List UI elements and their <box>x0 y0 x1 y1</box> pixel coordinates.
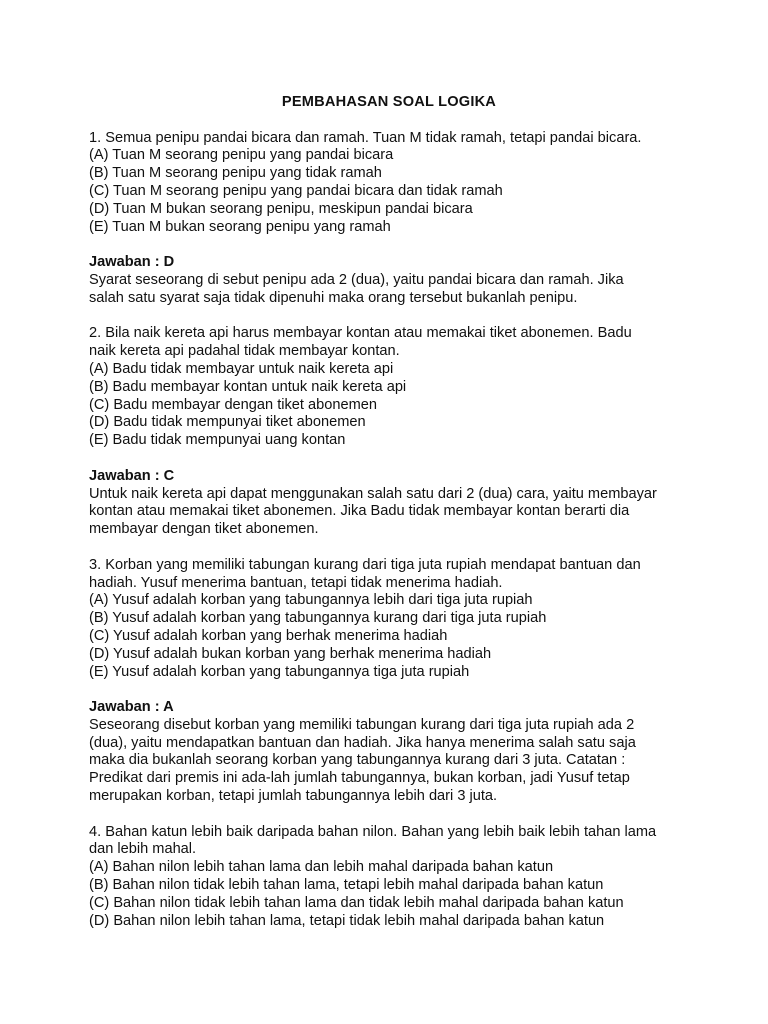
document-title: PEMBAHASAN SOAL LOGIKA <box>281 94 497 110</box>
question-2 <box>89 325 689 450</box>
spacer <box>89 681 689 699</box>
answer-3-explanation-line: Predikat dari premis ini ada-lah jumlah tabungannya, bukan korban, jadi Yusuf tetap <box>89 770 630 787</box>
answer-2-explanation-line: membayar dengan tiket abonemen. <box>89 521 319 538</box>
document-page <box>89 94 689 930</box>
spacer <box>89 450 689 468</box>
question-3-option-a: (A) Yusuf adalah korban yang tabungannya lebih dari tiga juta rupiah <box>89 592 533 609</box>
answer-1-explanation-line: Syarat seseorang di sebut penipu ada 2 (dua), yaitu pandai bicara dan ramah. Jika <box>89 271 624 288</box>
question-2-option-d: (D) Badu tidak mempunyai tiket abonemen <box>89 414 366 431</box>
question-2-text-line: naik kereta api padahal tidak membayar kontan. <box>89 343 400 360</box>
question-3 <box>89 557 689 682</box>
answer-3-explanation-line: maka dia bukanlah seorang korban yang tabungannya kurang dari 3 juta. Catatan : <box>89 752 626 769</box>
question-2-option-a: (A) Badu tidak membayar untuk naik kereta api <box>89 360 394 377</box>
answer-1-explanation-line: salah satu syarat saja tidak dipenuhi maka orang tersebut bukanlah penipu. <box>89 289 578 306</box>
question-2-option-e: (E) Badu tidak mempunyai uang kontan <box>89 432 346 449</box>
answer-3-explanation-line: (dua), yaitu mendapatkan bantuan dan hadiah. Jika hanya menerima salah satu saja <box>89 734 636 751</box>
question-2-option-c: (C) Badu membayar dengan tiket abonemen <box>89 396 377 413</box>
answer-3 <box>89 699 689 806</box>
question-2-text-line: 2. Bila naik kereta api harus membayar kontan atau memakai tiket abonemen. Badu <box>89 325 632 342</box>
question-3-text-line: 3. Korban yang memiliki tabungan kurang dari tiga juta rupiah mendapat bantuan dan <box>89 556 641 573</box>
question-4-option-a: (A) Bahan nilon lebih tahan lama dan lebih mahal daripada bahan katun <box>89 859 554 876</box>
answer-2 <box>89 468 689 539</box>
answer-2-explanation-line: Untuk naik kereta api dapat menggunakan salah satu dari 2 (dua) cara, yaitu membayar <box>89 485 657 502</box>
question-1-option-a: (A) Tuan M seorang penipu yang pandai bicara <box>89 147 394 164</box>
question-1-option-d: (D) Tuan M bukan seorang penipu, meskipun pandai bicara <box>89 200 473 217</box>
question-3-option-d: (D) Yusuf adalah bukan korban yang berhak menerima hadiah <box>89 645 492 662</box>
question-4-option-b: (B) Bahan nilon tidak lebih tahan lama, tetapi lebih mahal daripada bahan katun <box>89 877 604 894</box>
answer-2-explanation-line: kontan atau memakai tiket abonemen. Jika Badu tidak membayar kontan berarti dia <box>89 503 630 520</box>
spacer <box>89 539 689 557</box>
question-1 <box>89 130 689 237</box>
answer-3-label: Jawaban : A <box>89 699 174 716</box>
spacer <box>89 308 689 326</box>
question-3-option-b: (B) Yusuf adalah korban yang tabungannya kurang dari tiga juta rupiah <box>89 610 547 627</box>
question-4-option-c: (C) Bahan nilon tidak lebih tahan lama dan tidak lebih mahal daripada bahan katun <box>89 894 624 911</box>
answer-1 <box>89 254 689 307</box>
question-2-option-b: (B) Badu membayar kontan untuk naik kereta api <box>89 378 407 395</box>
answer-1-label: Jawaban : D <box>89 254 175 271</box>
question-4 <box>89 824 689 931</box>
question-1-option-c: (C) Tuan M seorang penipu yang pandai bicara dan tidak ramah <box>89 182 503 199</box>
question-1-option-e: (E) Tuan M bukan seorang penipu yang ramah <box>89 218 391 235</box>
question-4-text-line: 4. Bahan katun lebih baik daripada bahan nilon. Bahan yang lebih baik lebih tahan lama <box>89 823 657 840</box>
answer-3-explanation-line: merupakan korban, tetapi jumlah tabungannya lebih dari 3 juta. <box>89 788 498 805</box>
question-1-option-b: (B) Tuan M seorang penipu yang tidak ramah <box>89 165 382 182</box>
spacer <box>89 236 689 254</box>
spacer <box>89 806 689 824</box>
question-3-text-line: hadiah. Yusuf menerima bantuan, tetapi tidak menerima hadiah. <box>89 574 503 591</box>
question-4-option-d: (D) Bahan nilon lebih tahan lama, tetapi tidak lebih mahal daripada bahan katun <box>89 912 605 929</box>
answer-2-label: Jawaban : C <box>89 467 175 484</box>
question-4-text-line: dan lebih mahal. <box>89 841 197 858</box>
question-1-text: 1. Semua penipu pandai bicara dan ramah. Tuan M tidak ramah, tetapi pandai bicara. <box>89 129 642 146</box>
question-3-option-c: (C) Yusuf adalah korban yang berhak menerima hadiah <box>89 627 448 644</box>
answer-3-explanation-line: Seseorang disebut korban yang memiliki tabungan kurang dari tiga juta rupiah ada 2 <box>89 716 635 733</box>
question-3-option-e: (E) Yusuf adalah korban yang tabungannya tiga juta rupiah <box>89 663 470 680</box>
